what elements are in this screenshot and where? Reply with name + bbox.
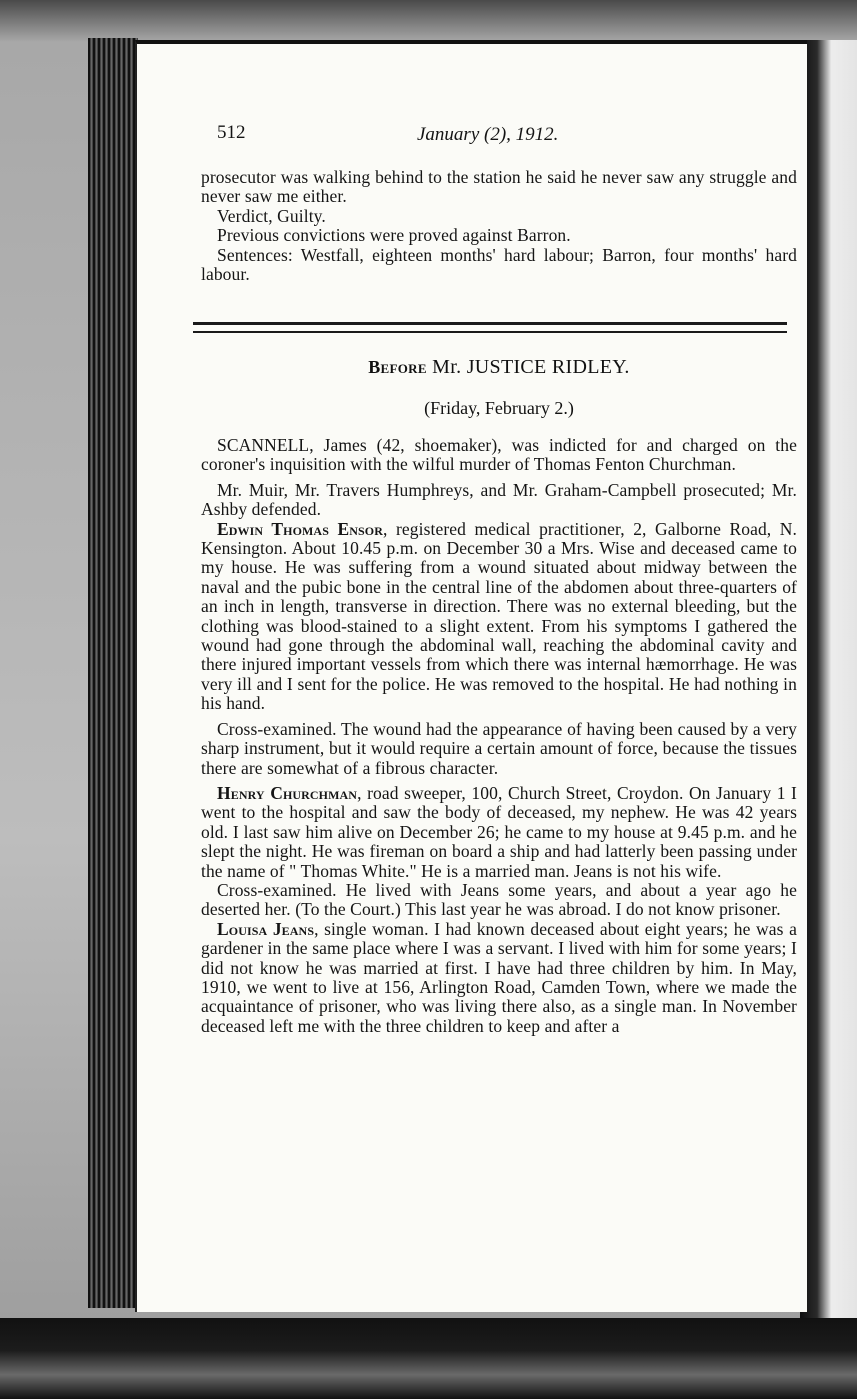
running-title: January (2), 1912. [417,124,559,145]
case-text [201,436,797,1036]
witness-testimony: Edwin Thomas Ensor, registered medical practitioner, 2, Galborne Road, N. Kensington. About 10.45 p.m. on December 30 a Mrs. Wise and deceased came to my house. He was suffering from a wound situated about midway between the naval and the pubic bone in the central line of the abdomen about three-quarters of an inch in length, transverse in direction. There was no external bleeding, but the clothing was blood-stained to a slight extent. From his symptoms I gathered the wound had gone through the abdominal wall, reaching the abdominal cavity and there injured important vessels from which there was internal hæmorrhage. He was very ill and I sent for the police. He was removed to the hospital. He had nothing in his hand. [201,518,797,714]
scan-bottom-edge [0,1318,857,1399]
witness-name: Edwin Thomas Ensor [217,518,383,539]
court-before: Before [368,357,427,377]
sentences: Sentences: Westfall, eighteen months' hard labour; Barron, four months' hard labour. [201,244,797,285]
book-binding [800,40,857,1320]
witness-name: Louisa Jeans [217,918,315,939]
witness-testimony: Louisa Jeans, single woman. I had known deceased about eight years; he was a gardener in the same place where I was a servant. I lived with him for some years; I did not know he was married at first. I have had three children by him. In May, 1910, we went to live at 156, Arlington Road, Camden Town, where we made the acquaintance of prisoner, who was living there also, as a single man. In November deceased left me with the three children to keep and after a [201,918,797,1036]
book-page [135,40,807,1312]
sitting-date: (Friday, February 2.) [424,398,574,418]
witness-testimony: Henry Churchman, road sweeper, 100, Church Street, Croydon. On January 1 I went to the hospital and saw the body of deceased, my nephew. He was 42 years old. I last saw him alive on December 26; he came to my house at 9.45 p.m. and he slept the night. He was fireman on board a ship and had latterly been passing under the name of " Thomas White." He is a married man. Jeans is not his wife. [201,782,797,881]
counsel: Mr. Muir, Mr. Travers Humphreys, and Mr. Graham-Campbell prosecuted; Mr. Ashby defended. [201,479,797,520]
witness-name: Henry Churchman [217,782,358,803]
previous-convictions: Previous convictions were proved against Barron. [217,225,571,246]
book-page-edges [88,38,138,1308]
page-number: 512 [217,122,246,143]
section-rule [193,322,787,325]
continuation-text [201,168,797,284]
section-rule [193,331,787,333]
verdict: Verdict, Guilty. [217,205,326,226]
paragraph: prosecutor was walking behind to the station he said he never saw any struggle and never saw me either. [201,167,797,207]
cross-examination: Cross-examined. The wound had the appearance of having been caused by a very sharp instrument, but it would require a certain amount of force, because the tissues there are somewhat of a fibrous character. [201,718,797,778]
judge-name: Mr. JUSTICE RIDLEY. [432,356,630,378]
indictment: SCANNELL, James (42, shoemaker), was indicted for and charged on the coroner's inquisition with the wilful murder of Thomas Fenton Churchman. [201,435,797,475]
page-header [217,122,777,150]
court-heading [201,356,797,379]
cross-examination: Cross-examined. He lived with Jeans some years, and about a year ago he deserted her. (To the Court.) This last year he was abroad. I do not know prisoner. [201,879,797,920]
